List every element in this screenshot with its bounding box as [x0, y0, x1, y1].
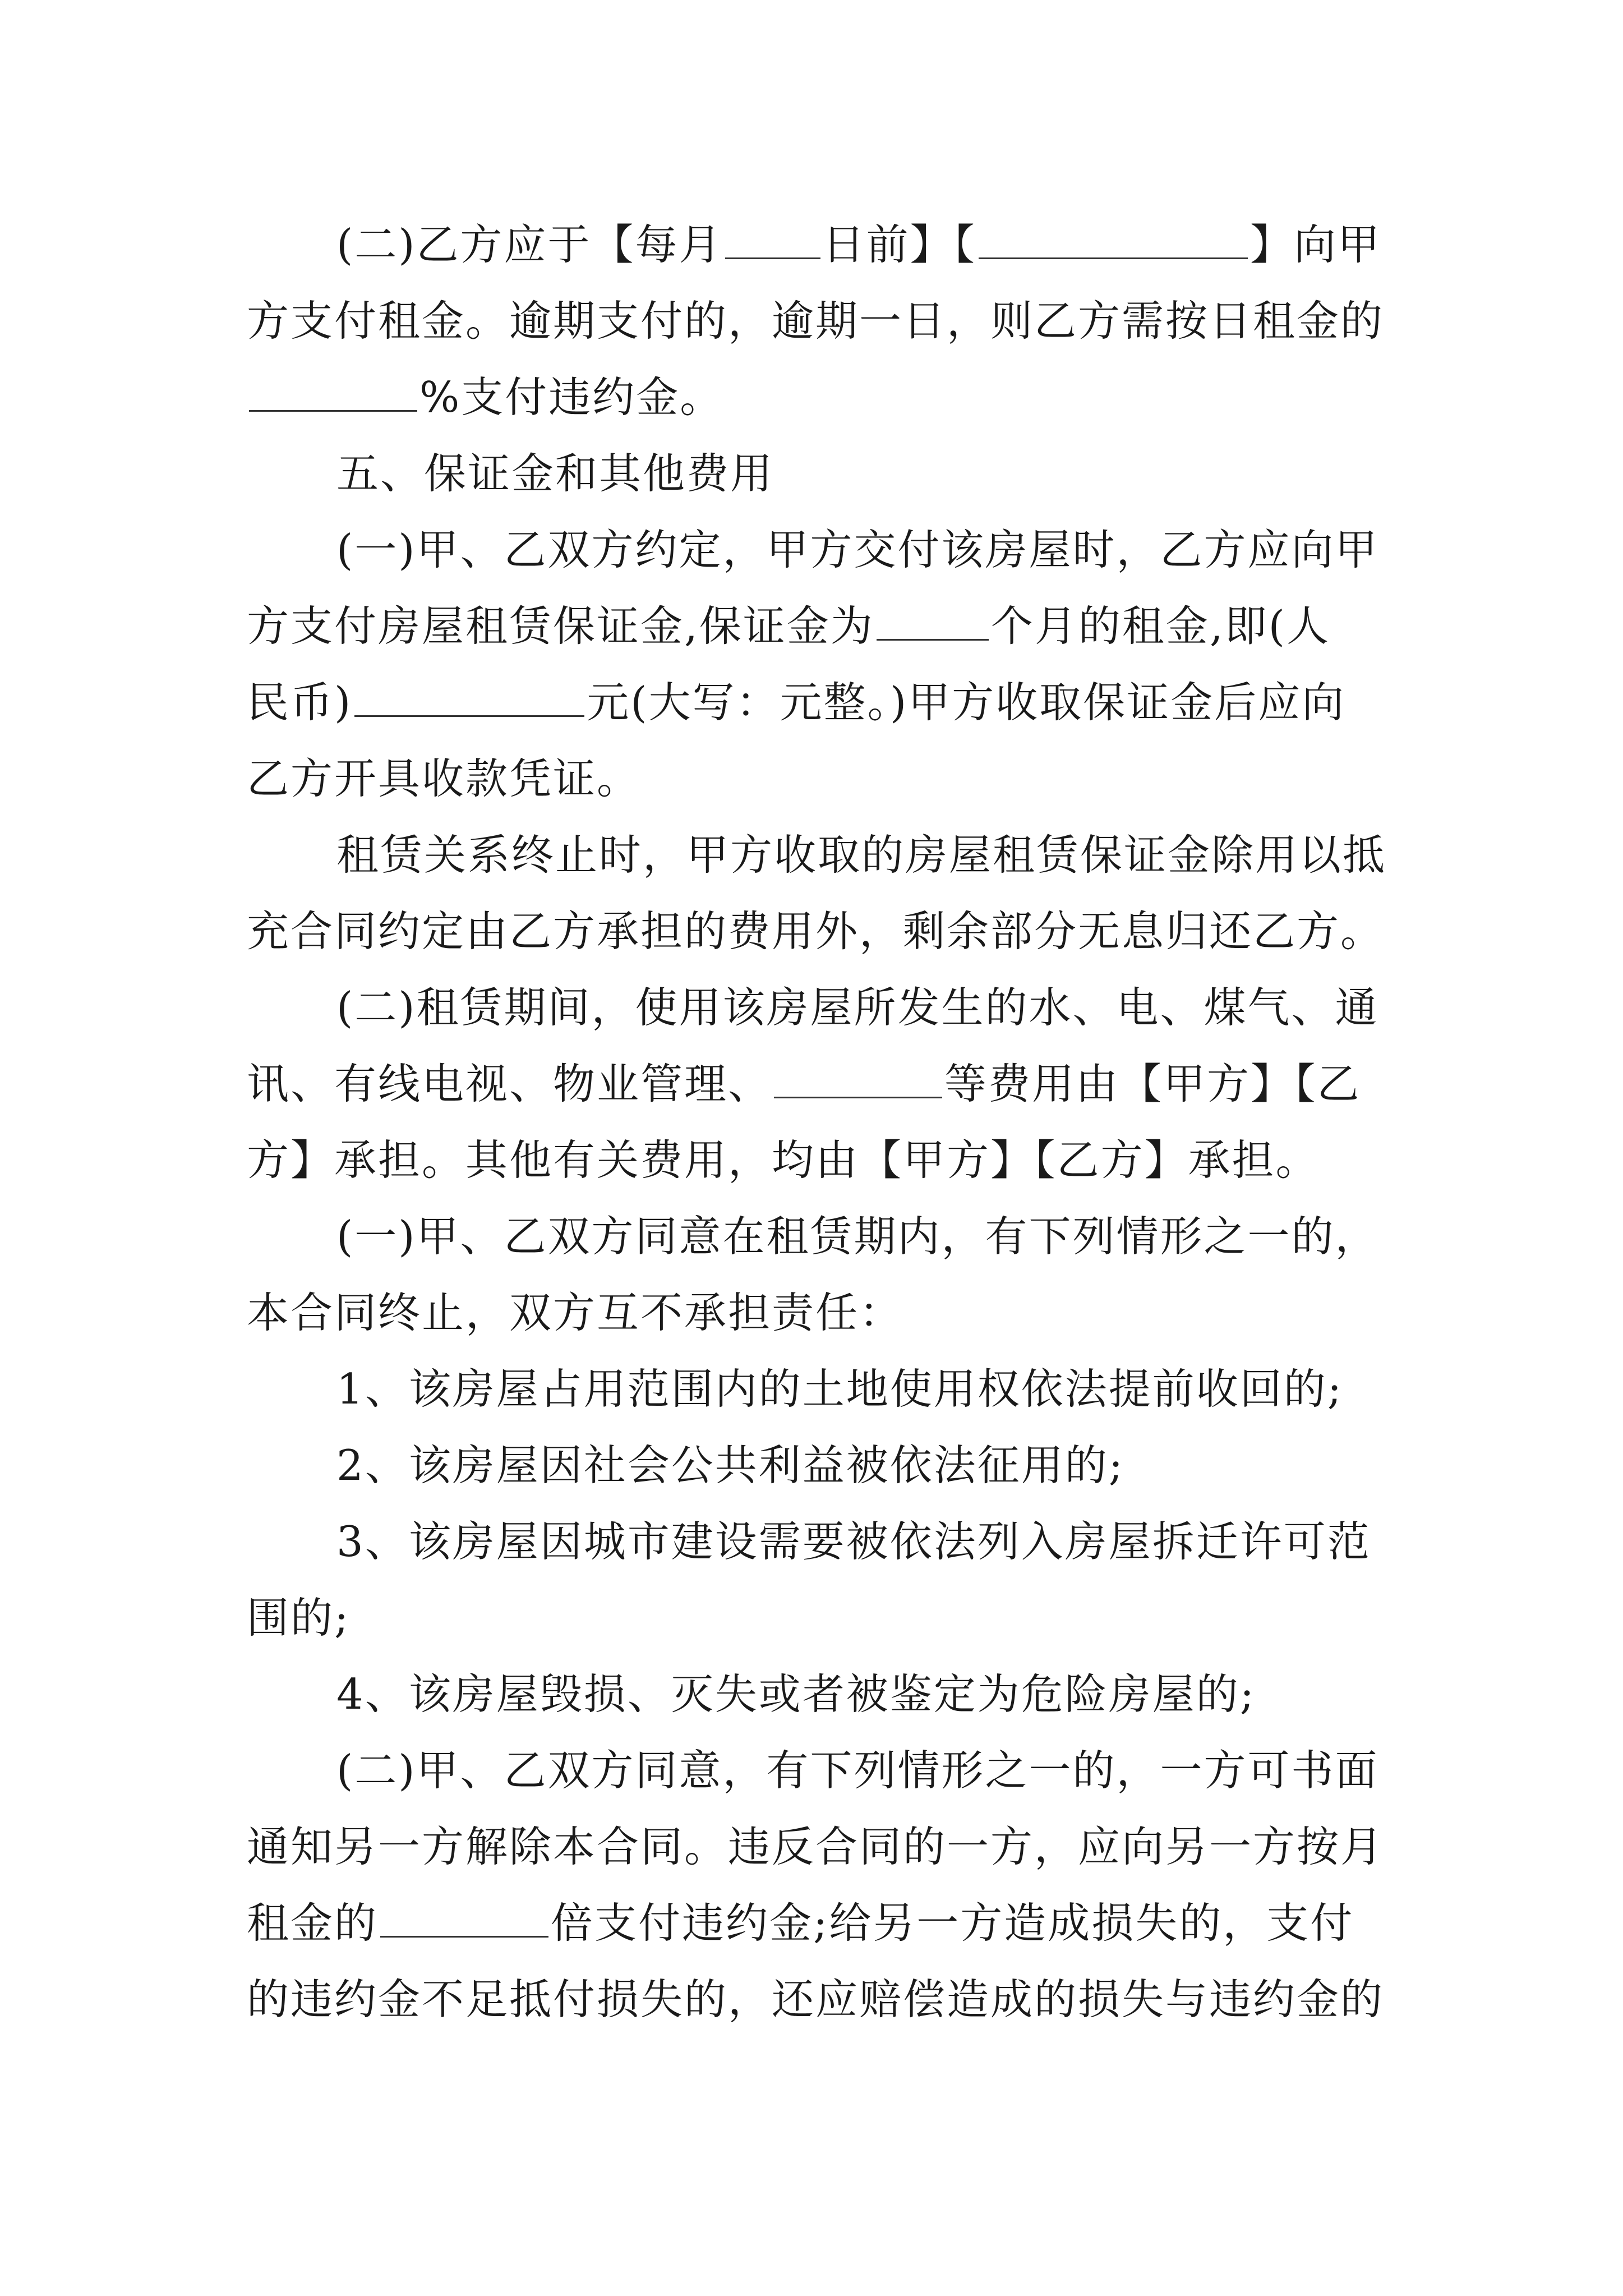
text-line: 的违约金不足抵付损失的，还应赔偿造成的损失与违约金的	[247, 1975, 1385, 2024]
fill-in-blank[interactable]	[877, 604, 989, 641]
paragraph-deposit	[247, 512, 1380, 817]
text-line	[247, 664, 1380, 740]
text-line	[247, 206, 1380, 283]
fill-in-blank[interactable]	[979, 223, 1248, 259]
text-line	[247, 359, 1380, 435]
text-line: 充合同约定由乙方承担的费用外，剩余部分无息归还乙方。	[247, 907, 1385, 956]
text-line: 乙方开具收款凭证。	[247, 754, 641, 803]
list-item	[247, 1656, 1380, 1732]
section-heading	[247, 435, 1380, 512]
fill-in-blank[interactable]	[774, 1062, 942, 1098]
text-span: 民币)	[247, 678, 353, 727]
text-line: 围的;	[247, 1593, 351, 1642]
text-line: 2、该房屋因社会公共利益被依法征用的;	[336, 1441, 1124, 1490]
text-line: (一)甲、乙双方同意在租赁期内，有下列情形之一的，	[336, 1212, 1379, 1261]
text-line: 1、该房屋占用范围内的土地使用权依法提前收回的;	[336, 1364, 1343, 1414]
text-span: (二)乙方应于【每月	[336, 220, 723, 269]
text-span: 讯、有线电视、物业管理、	[247, 1059, 772, 1108]
text-span: 等费用由【甲方】【乙	[944, 1059, 1361, 1108]
text-line	[247, 588, 1380, 664]
text-span: 倍支付违约金;给另一方造成损失的，支付	[551, 1898, 1354, 1948]
text-line: (一)甲、乙双方约定，甲方交付该房屋时，乙方应向甲	[336, 525, 1379, 574]
text-line: (二)甲、乙双方同意，有下列情形之一的，一方可书面	[336, 1746, 1379, 1795]
text-span: 租金的	[247, 1898, 379, 1948]
text-line: 租赁关系终止时，甲方收取的房屋租赁保证金除用以抵	[336, 830, 1387, 880]
text-line: 通知另一方解除本合同。违反合同的一方，应向另一方按月	[247, 1822, 1385, 1871]
text-span: 】向甲	[1250, 220, 1382, 269]
text-span: 日前】【	[822, 220, 977, 269]
list-item	[247, 1351, 1380, 1427]
paragraph-deposit-return	[247, 817, 1387, 969]
paragraph-rent-payment	[247, 206, 1385, 435]
paragraph-termination	[247, 1198, 1380, 1351]
fill-in-blank[interactable]	[380, 1901, 548, 1938]
fill-in-blank[interactable]	[354, 680, 584, 717]
paragraph-fees	[247, 969, 1380, 1198]
text-span: %支付违约金。	[419, 372, 724, 422]
text-line: 3、该房屋因城市建设需要被依法列入房屋拆迁许可范	[336, 1517, 1371, 1566]
text-line	[247, 1046, 1380, 1122]
text-span: 个月的租金,即(人	[990, 601, 1330, 651]
text-line: (二)租赁期间，使用该房屋所发生的水、电、煤气、通	[336, 983, 1379, 1032]
section-heading-text: 五、保证金和其他费用	[336, 449, 774, 498]
text-line: 4、该房屋毁损、灭失或者被鉴定为危险房屋的;	[336, 1669, 1256, 1719]
text-span: 元(大写：元整。)甲方收取保证金后应向	[587, 678, 1346, 727]
text-line	[247, 1885, 1380, 1961]
fill-in-blank[interactable]	[725, 223, 820, 259]
list-item	[247, 1503, 1380, 1656]
text-span: 方支付房屋租赁保证金,保证金为	[247, 601, 874, 651]
text-line: 方支付租金。逾期支付的，逾期一日，则乙方需按日租金的	[247, 296, 1385, 346]
list-item	[247, 1427, 1380, 1503]
text-line: 本合同终止，双方互不承担责任：	[247, 1288, 903, 1337]
text-line: 方】承担。其他有关费用，均由【甲方】【乙方】承担。	[247, 1135, 1320, 1185]
paragraph-breach	[247, 1732, 1385, 2037]
fill-in-blank[interactable]	[249, 375, 417, 412]
